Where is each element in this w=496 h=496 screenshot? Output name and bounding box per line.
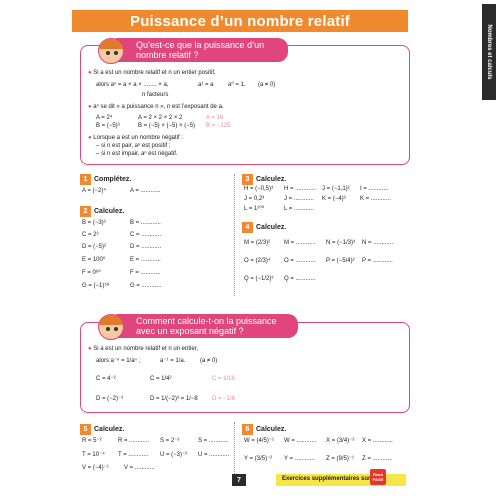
neg-def-line-1: ● Si a est un nombre relatif et n un entier, [88, 346, 199, 352]
example-b1: B = (−5)³ [96, 123, 120, 129]
avatar-icon [98, 314, 124, 340]
def-line-2: alors aⁿ = a × a × ........ × a, [96, 82, 169, 88]
exercise-3-question: J = (−1,1)² [322, 186, 350, 192]
exercise-5-answer: R = ............ [118, 438, 150, 444]
neg-line-3: – si n est impair, aⁿ est négatif. [96, 151, 178, 157]
exercise-3-question: H = (−0,5)³ [244, 186, 274, 192]
exercise-4-question: Q = (−1/2)³ [244, 276, 274, 282]
exercise-2-question: C = 2³ [82, 232, 99, 238]
neg-def-line-2b: a⁻¹ = 1/a. [160, 358, 186, 364]
exercise-5-number: 5 [80, 424, 91, 435]
exercise-3-question: J = 0,2³ [244, 196, 265, 202]
exercise-3-answer: H = ............ [284, 186, 316, 192]
exercise-3-answer: K = ............ [360, 196, 391, 202]
example-a3: A = 16 [206, 115, 224, 121]
def-line-1: ● Si a est un nombre relatif et n un entier positif, [88, 70, 216, 76]
exercise-4-answer: P = ............ [362, 258, 393, 264]
example-b3: B = −125 [206, 123, 231, 129]
exercise-6-question: W = (4/5)⁻¹ [244, 438, 275, 444]
exercise-6-question: Z = (9/5)⁻¹ [326, 456, 355, 462]
exercise-2-number: 2 [80, 206, 91, 217]
exercise-2-question: D = (−5)² [82, 244, 107, 250]
question-2-text: Comment calcule-t-on la puissance avec un exposant négatif ? [136, 316, 277, 336]
neg-example-d2: D = 1/(−2)³ = 1/−8 [150, 396, 198, 402]
neg-def-line-2a: alors a⁻ⁿ = 1/aⁿ ; [96, 358, 141, 364]
def-line-2b: a¹ = a [198, 82, 214, 88]
avatar-hair [99, 39, 124, 49]
exercise-3-number: 3 [242, 174, 253, 185]
exercise-5-answer: S = ............ [198, 438, 229, 444]
exercise-4-question: P = (−5/4)² [326, 258, 355, 264]
neg-line-1: ● Lorsque a est un nombre négatif : [88, 135, 184, 141]
exercise-2-answer: B = ............ [130, 220, 161, 226]
exercise-1-answer: A = ............ [130, 188, 161, 194]
exercise-5-question: R = 5⁻² [82, 438, 102, 444]
question-bubble-2 [108, 314, 298, 338]
exercise-5-answer: T = ............ [118, 452, 149, 458]
exercise-6-title: Calculez. [256, 426, 287, 433]
exercise-2-answer: G = ............ [130, 283, 162, 289]
neg-example-c3: C = 1/16 [212, 376, 235, 382]
exercise-4-title: Calculez. [256, 224, 287, 231]
exercise-6-answer: Z = ............ [362, 456, 393, 462]
exercise-2-question: E = 100⁰ [82, 257, 106, 263]
def-line-2c: a⁰ = 1. [228, 82, 246, 88]
avatar-eye [106, 51, 110, 55]
exercise-5-question: T = 10⁻⁴ [82, 452, 105, 458]
exercise-5-title: Calculez. [94, 426, 125, 433]
exercise-5-answer: U = ............ [198, 452, 230, 458]
page-number: 7 [232, 474, 246, 486]
exercise-3-answer: J = ............ [284, 196, 314, 202]
exercise-1-number: 1 [80, 174, 91, 185]
exercise-4-answer: Q = ............ [284, 276, 316, 282]
exercise-5-question: S = 2⁻³ [160, 438, 180, 444]
exercise-4-answer: M = ............ [284, 240, 316, 246]
def-line-2d: (a ≠ 0) [258, 82, 276, 88]
exercise-6-question: X = (3/4)⁻² [326, 438, 355, 444]
avatar-eye [114, 51, 118, 55]
flash-page-logo-icon [370, 469, 386, 485]
exercise-2-answer: F = ............ [130, 270, 161, 276]
exercise-4-answer: N = ............ [362, 240, 394, 246]
avatar-eye [114, 327, 118, 331]
example-b2: B = (−5) × (−5) × (−5) [138, 123, 196, 129]
question-bubble-1 [108, 38, 288, 62]
question-1-text: Qu’est-ce que la puissance d’un nombre relatif ? [136, 40, 265, 60]
exercise-3-question: L = 1¹⁰⁰ [244, 206, 265, 212]
exercise-3-title: Calculez. [256, 176, 287, 183]
exercise-4-answer: O = ............ [284, 258, 316, 264]
example-a1: A = 2⁴ [96, 115, 113, 121]
side-tab [482, 4, 496, 100]
logo-line-2: PAGE [372, 477, 384, 482]
exercise-2-answer: E = ............ [130, 257, 161, 263]
exercise-3-answer: I = ............ [360, 186, 389, 192]
neg-line-2: – si n est pair, aⁿ est positif ; [96, 143, 171, 149]
example-a2: A = 2 × 2 × 2 × 2 [138, 115, 183, 121]
logo-line-1: Flash [372, 472, 384, 477]
def-factors: n facteurs [142, 92, 169, 98]
exercise-5-question: U = (−3)⁻² [160, 452, 188, 458]
page-title-text: Puissance d’un nombre relatif [129, 12, 351, 30]
exercise-6-answer: X = ............ [362, 438, 393, 444]
avatar-eye [106, 327, 110, 331]
avatar-icon [98, 38, 124, 64]
neg-def-line-2c: (a ≠ 0) [200, 358, 218, 364]
exercise-2-question: G = (−1)⁵⁸ [82, 283, 110, 289]
exercise-6-answer: W = ............ [284, 438, 317, 444]
exercise-3-answer: L = ............ [284, 206, 314, 212]
read-line: ● aⁿ se dit « a puissance n », n est l’exposant de a. [88, 104, 224, 110]
exercise-4-number: 4 [242, 222, 253, 233]
exercise-5-answer: V = ............ [124, 465, 155, 471]
footer-more-link[interactable]: Exercices supplémentaires sur [282, 476, 371, 482]
exercise-2-answer: D = ............ [130, 244, 162, 250]
exercise-6-question: Y = (3/5)⁻² [244, 456, 273, 462]
exercise-6-number: 6 [242, 424, 253, 435]
exercise-2-question: F = 0⁸⁰ [82, 270, 101, 276]
neg-example-d1: D = (−2)⁻³ [96, 396, 124, 402]
column-divider [234, 422, 235, 474]
exercise-2-answer: C = ............ [130, 232, 162, 238]
neg-example-d3: D = −1/8 [212, 396, 236, 402]
exercise-1-title: Complétez. [94, 176, 132, 183]
exercise-4-question: O = (2/3)⁴ [244, 258, 271, 264]
neg-example-c1: C = 4⁻² [96, 376, 116, 382]
exercise-4-question: M = (2/3)² [244, 240, 271, 246]
exercise-3-question: K = (−4)³ [322, 196, 346, 202]
exercise-5-question: V = (−4)⁻¹ [82, 465, 109, 471]
column-divider [234, 174, 235, 296]
neg-example-c2: C = 1/4² [150, 376, 172, 382]
exercise-1-question: A = (−2)⁴ [82, 188, 106, 194]
avatar-hair [99, 315, 124, 325]
exercise-2-title: Calculez. [94, 208, 125, 215]
side-tab-label: Nombres et calculs [486, 24, 492, 80]
page-title [72, 10, 408, 32]
exercise-4-question: N = (−1/3)³ [326, 240, 356, 246]
exercise-2-question: B = (−3)³ [82, 220, 106, 226]
exercise-6-answer: Y = ............ [284, 456, 315, 462]
